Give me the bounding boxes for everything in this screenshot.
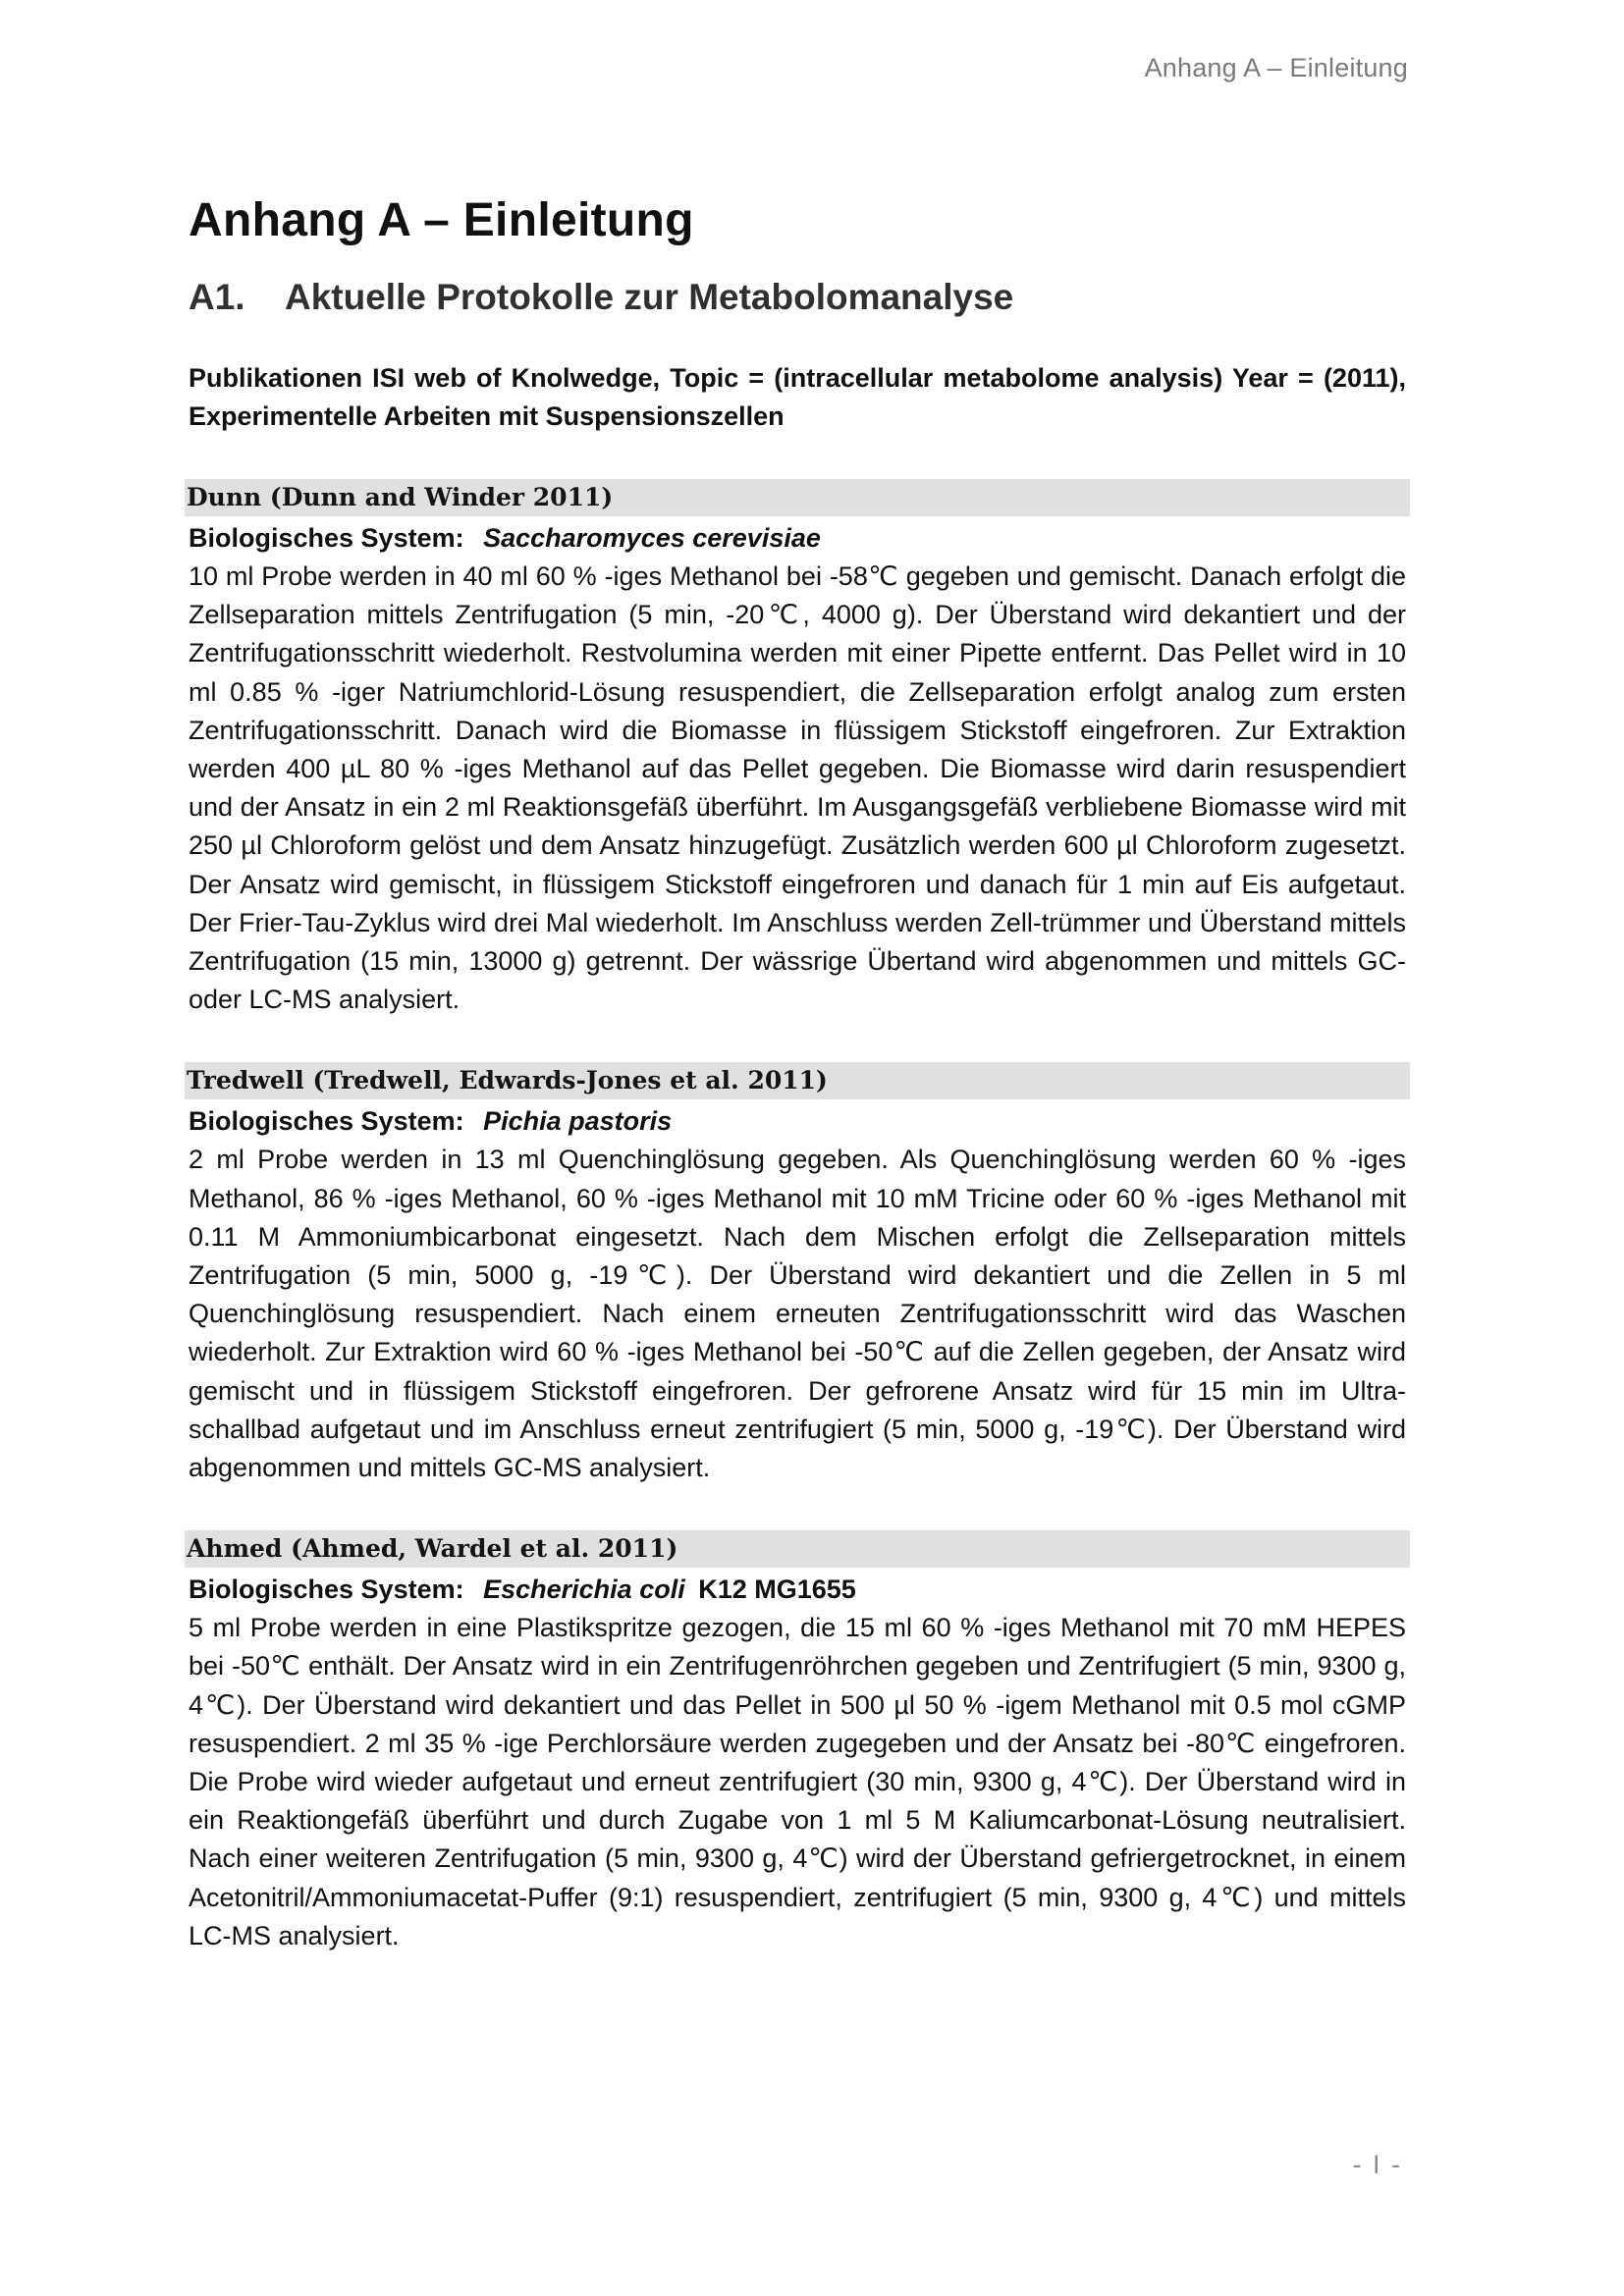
section-number: A1. <box>189 277 245 317</box>
biological-system <box>189 1101 1406 1141</box>
protocol-text: 5 ml Probe werden in eine Plastikspritze gezogen, die 15 ml 60 % -iges Methanol mit 70 mM HEPES bei -50℃ enthält. Der Ansatz wird in ein Zentrifugenröhrchen gegeben und Zentrifugiert (5 min, 9300 g, 4℃). Der Überstand wird dekantiert und das Pellet in 500 µl 50 % -igem Methanol mit 0.5 mol cGMP resuspendiert. 2 ml 35 % -ige Perchlorsäure werden zugegeben und der Ansatz bei -80℃ eingefroren. Die Probe wird wieder aufgetaut und erneut zentrifugiert (30 min, 9300 g, 4℃). Der Überstand wird in ein Reaktiongefäß überführt und durch Zugabe von 1 ml 5 M Kaliumcarbonat-Lösung neutralisiert. Nach einer weiteren Zentrifugation (5 min, 9300 g, 4℃) wird der Überstand gefriergetrocknet, in einem Acetonitril/Ammoniumacetat-Puffer (9:1) resuspendiert, zentrifugiert (5 min, 9300 g, 4℃) und mittels LC-MS analysiert. <box>189 1613 1406 1950</box>
biological-system-label: Biologisches System: <box>189 523 464 553</box>
chapter-title: Anhang A – Einleitung <box>189 194 694 246</box>
biological-system-label: Biologisches System: <box>189 1575 464 1605</box>
page-number: - I - <box>1352 2150 1402 2179</box>
organism-name: Saccharomyces cerevisiae <box>483 523 821 553</box>
page-content <box>189 187 1406 1955</box>
section-title <box>189 269 1406 326</box>
intro-paragraph: Publikationen ISI web of Knolwedge, Topic = (intracellular metabolome analysis) Year = (2011), Experimentelle Arbeiten mit Suspensionszellen <box>189 363 1406 431</box>
protocol-header: Tredwell (Tredwell, Edwards-Jones et al. 2011) <box>185 1062 1410 1099</box>
organism-name: Escherichia coli <box>483 1575 685 1605</box>
biological-system <box>189 518 1406 558</box>
organism-name: Pichia pastoris <box>483 1106 673 1137</box>
protocol-header: Ahmed (Ahmed, Wardel et al. 2011) <box>185 1530 1410 1568</box>
strain-name: K12 MG1655 <box>698 1575 856 1605</box>
section-title-text: Aktuelle Protokolle zur Metabolomanalyse <box>285 277 1014 317</box>
biological-system <box>189 1570 1406 1609</box>
protocol-text: 2 ml Probe werden in 13 ml Quenchinglösung gegeben. Als Quenchinglösung werden 60 % -iges Methanol, 86 % -iges Methanol, 60 % -iges Methanol mit 10 mM Tricine oder 60 % -iges Methanol mit 0.11 M Ammoniumbicarbonat eingesetzt. Nach dem Mischen erfolgt die Zellseparation mittels Zentrifugation (5 min, 5000 g, -19℃). Der Überstand wird dekantiert und die Zellen in 5 ml Quenchinglösung resuspendiert. Nach einem erneuten Zentrifugationsschritt wird das Waschen wiederholt. Zur Extraktion wird 60 % -iges Methanol bei -50℃ auf die Zellen gegeben, der Ansatz wird gemischt und in flüssigem Stickstoff eingefroren. Der gefrorene Ansatz wird für 15 min im Ultra-schallbad aufgetaut und im Anschluss erneut zentrifugiert (5 min, 5000 g, -19℃). Der Überstand wird abgenommen und mittels GC-MS analysiert. <box>189 1145 1406 1483</box>
protocol-text: 10 ml Probe werden in 40 ml 60 % -iges Methanol bei -58℃ gegeben und gemischt. Danach erfolgt die Zellseparation mittels Zentrifugation (5 min, -20℃, 4000 g). Der Überstand wird dekantiert und der Zentrifugationsschritt wiederholt. Restvolumina werden mit einer Pipette entfernt. Das Pellet wird in 10 ml 0.85 % -iger Natriumchlorid-Lösung resuspendiert, die Zellseparation erfolgt analog zum ersten Zentrifugationsschritt. Danach wird die Biomasse in flüssigem Stickstoff eingefroren. Zur Extraktion werden 400 µL 80 % -iges Methanol auf das Pellet gegeben. Die Biomasse wird darin resuspendiert und der Ansatz in ein 2 ml Reaktionsgefäß überführt. Im Ausgangsgefäß verbliebene Biomasse wird mit 250 µl Chloroform gelöst und dem Ansatz hinzugefügt. Zusätzlich werden 600 µl Chloroform zugesetzt. Der Ansatz wird gemischt, in flüssigem Stickstoff eingefroren und danach für 1 min auf Eis aufgetaut. Der Frier-Tau-Zyklus wird drei Mal wiederholt. Im Anschluss werden Zell-trümmer und Überstand mittels Zentrifugation (15 min, 13000 g) getrennt. Der wässrige Übertand wird abgenommen und mittels GC- oder LC-MS analysiert. <box>189 561 1406 1015</box>
running-header: Anhang A – Einleitung <box>1144 53 1408 82</box>
biological-system-label: Biologisches System: <box>189 1106 464 1137</box>
protocol-ahmed <box>189 1530 1406 1955</box>
protocol-dunn <box>189 479 1406 1019</box>
protocol-tredwell <box>189 1062 1406 1487</box>
protocol-header: Dunn (Dunn and Winder 2011) <box>185 479 1410 516</box>
